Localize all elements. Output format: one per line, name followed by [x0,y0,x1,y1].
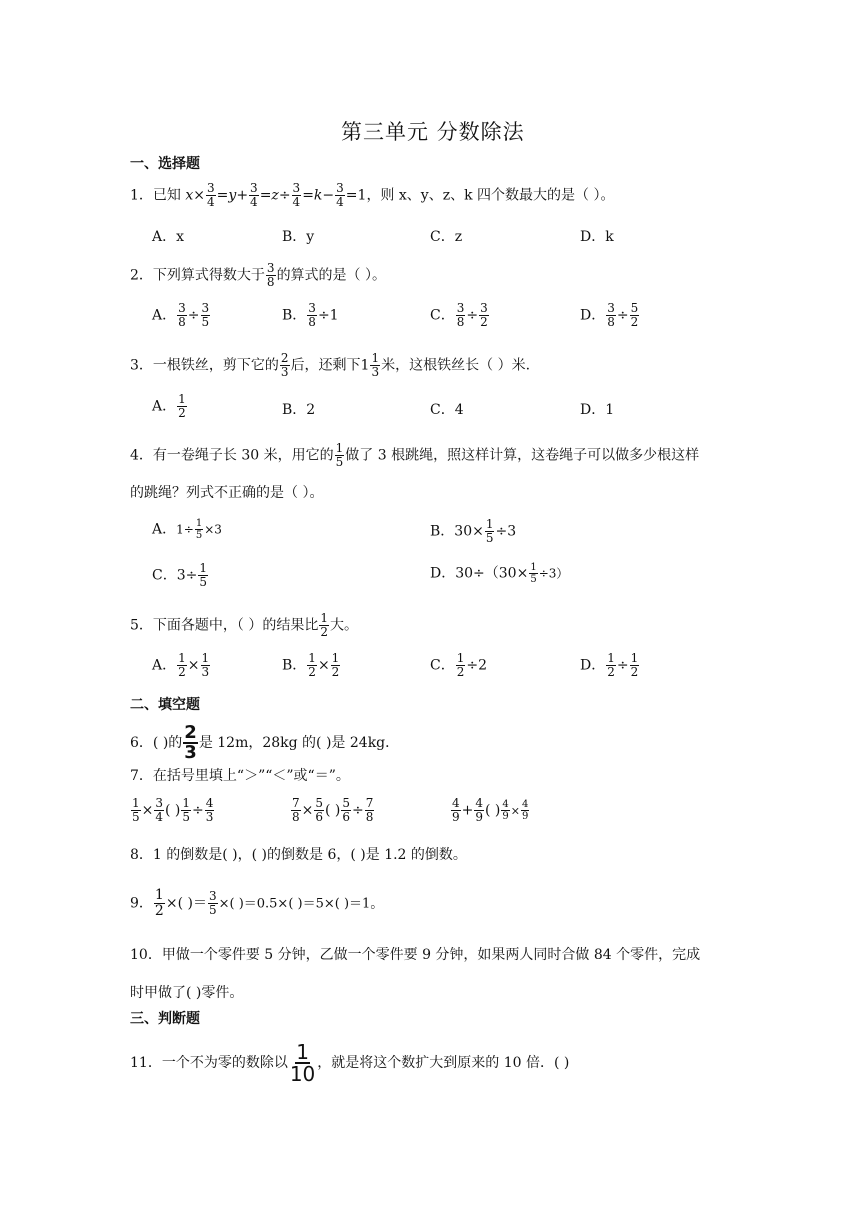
var-z: z [271,187,279,204]
op: = [345,187,358,204]
question-8: 8．1 的倒数是( )，( )的倒数是 6，( )是 1.2 的倒数。 [130,847,467,863]
q5-option-d: D． $\frac{1}{2}$ ÷ $\frac{1}{2}$ [580,651,639,679]
number: 1 [357,187,367,204]
q1-option-d: D．k [580,229,614,245]
op: = [259,187,272,204]
question-11: 11．一个不为零的数除以 $\frac{1}{10}$ ，就是将这个数扩大到原来的 10 倍．( ) [130,1040,570,1086]
q3-option-c: C．4 [430,402,464,418]
op: ÷ [278,187,291,204]
fraction: $\frac{3}{8}$ [266,261,275,289]
q2-option-d: D． $\frac{3}{8}$ ÷ $\frac{5}{2}$ [580,301,639,329]
question-10-line1: 10．甲做一个零件要 5 分钟，乙做一个零件要 9 分钟，如果两人同时合做 84 个零件，完成 [130,947,701,963]
q2-option-c: C． $\frac{3}{8}$ ÷ $\frac{3}{2}$ [430,301,488,329]
op: × [193,187,206,204]
question-2 [130,262,386,289]
fraction: $\frac{3}{4}$ [292,181,301,209]
q7-expression-2: $\frac{7}{8}$ × $\frac{5}{6}$ ( ) $\frac{5}{6}$ ÷ $\frac{7}{8}$ [292,796,374,824]
question-6: 6．( )的 $\frac{2}{3}$ 是 12m，28kg 的( )是 24kg． [130,722,400,763]
fraction: $\frac{3}{4}$ [250,181,258,209]
q1-option-a: A．x [152,229,185,245]
fraction: $\frac{3}{4}$ [336,181,344,209]
question-10-line2: 时甲做了( )零件。 [130,985,244,1001]
q2-prefix: 2．下列算式得数大于 [130,267,265,284]
question-4-line2: 的跳绳？列式不正确的是（ ）。 [130,485,324,501]
q1-option-b: B．y [282,229,315,245]
question-7: 7．在括号里填上“＞”“＜”或“＝”。 [130,768,350,784]
q4-option-a: A．1÷ $\frac{1}{5}$ ×3 [152,518,222,541]
question-1 [130,182,614,209]
var-y: y [228,187,237,204]
var-k: k [313,187,323,204]
op: + [236,187,249,204]
q5-option-b: B． $\frac{1}{2}$ × $\frac{1}{2}$ [282,651,340,679]
q4-option-c: C．3÷ $\frac{1}{5}$ [152,561,207,589]
q7-expression-1: $\frac{1}{5}$ × $\frac{3}{4}$ ( ) $\frac{1}{5}$ ÷ $\frac{4}{3}$ [132,796,214,824]
section-heading-fill: 二、填空题 [130,697,200,713]
question-4: 4．有一卷绳子长 30 米，用它的 $\frac{1}{5}$ 做了 3 根跳绳，照这样计算，这卷绳子可以做多少根这样 [130,441,700,469]
q3-option-b: B．2 [282,402,316,418]
question-9: 9． $\frac{1}{2}$ ×( )＝ $\frac{3}{5}$ ×( )＝0.5×( )＝5×( )＝1。 [130,887,384,919]
q1-option-c: C．z [430,229,463,245]
op: − [322,187,335,204]
q4-option-b: B．30× $\frac{1}{5}$ ÷3 [430,517,517,545]
q2-option-b: B． $\frac{3}{8}$ ÷1 [282,301,339,329]
page-title: 第三单元 分数除法 [341,120,525,144]
q1-tail: ，则 x、y、z、k 四个数最大的是（ ）。 [366,187,615,204]
q1-prefix: 1．已知 [130,187,181,204]
q7-expression-3: $\frac{4}{9}$ + $\frac{4}{9}$ ( ) $\frac{4}{9}$ × $\frac{4}{9}$ [452,796,529,824]
var-x: x [185,187,194,204]
q3-option-a: A． $\frac{1}{2}$ [152,392,186,420]
section-heading-judge: 三、判断题 [130,1011,200,1027]
question-5: 5．下面各题中，（ ）的结果比 $\frac{1}{2}$ 大。 [130,611,358,639]
q5-option-c: C． $\frac{1}{2}$ ÷2 [430,651,487,679]
q5-option-a: A． $\frac{1}{2}$ × $\frac{1}{3}$ [152,651,210,679]
q3-option-d: D．1 [580,402,615,418]
op: = [302,187,314,204]
q2-option-a: A． $\frac{3}{8}$ ÷ $\frac{3}{5}$ [152,301,210,329]
q4-option-d: D．30÷（30× $\frac{1}{5}$ ÷3） [430,562,569,585]
fraction: $\frac{3}{4}$ [207,181,215,209]
question-3: 3．一根铁丝，剪下它的 $\frac{2}{3}$ 后，还剩下1 $\frac{1}{3}$ 米，这根铁丝长（ ）米. [130,351,531,379]
q2-tail: 的算式的是（ ）。 [276,267,387,284]
op: = [216,187,229,204]
section-heading-choice: 一、选择题 [130,156,200,172]
